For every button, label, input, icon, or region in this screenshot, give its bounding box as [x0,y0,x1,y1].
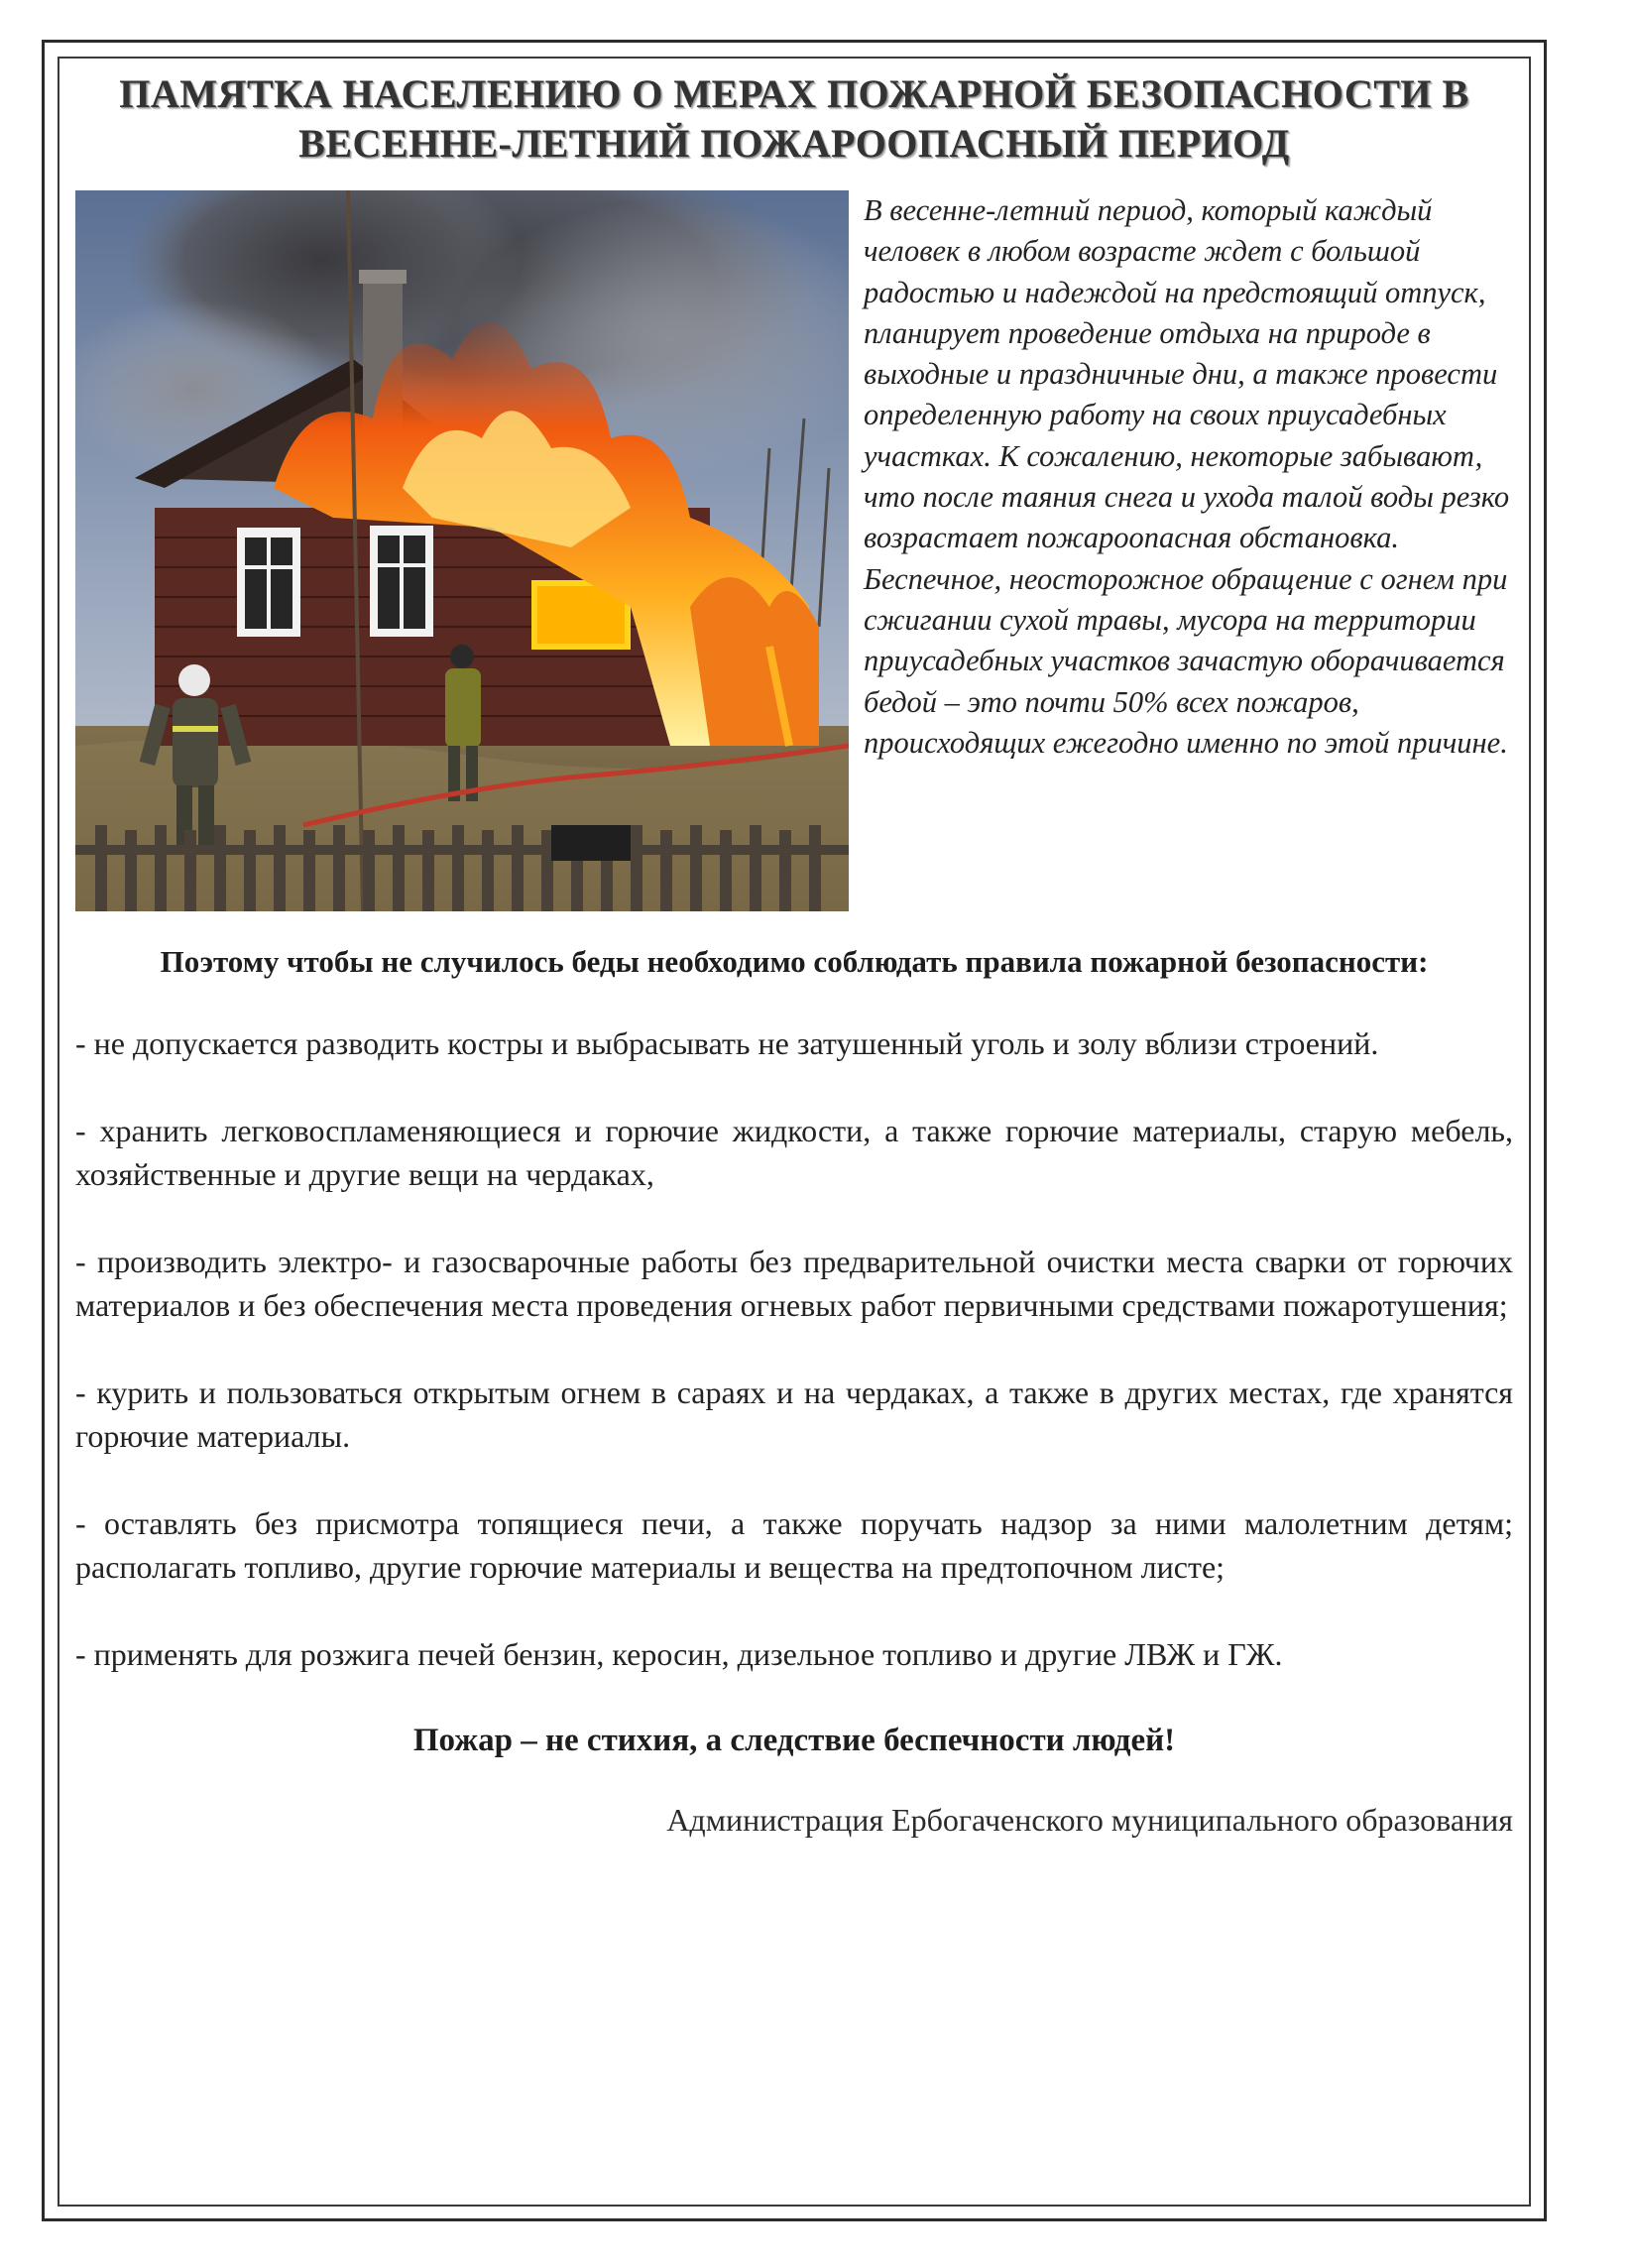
signature: Администрация Ербогаченского муниципального образования [666,1802,1513,1838]
rule-item: - хранить легковоспламеняющиеся и горючие жидкости, а также горючие материалы, старую мебель, хозяйственные и другие вещи на чердаках, [75,1112,1513,1192]
document-body [75,69,1513,1873]
rules-list [75,1021,1513,1676]
rule-item: - применять для розжига печей бензин, керосин, дизельное топливо и другие ЛВЖ и ГЖ. [75,1635,1283,1672]
rule-item: - не допускается разводить костры и выбрасывать не затушенный уголь и золу вблизи строений. [75,1025,1379,1061]
rule-item: - курить и пользоваться открытым огнем в сараях и на чердаках, а также в других местах, где хранятся горючие материалы. [75,1373,1513,1454]
document-title: ПАМЯТКА НАСЕЛЕНИЮ О МЕРАХ ПОЖАРНОЙ БЕЗОПАСНОСТИ В ВЕСЕННЕ-ЛЕТНИЙ ПОЖАРООПАСНЫЙ ПЕРИОД [119,71,1469,166]
closing-slogan: Пожар – не стихия, а следствие беспечности людей! [412,1723,1176,1758]
intro-section [75,190,1513,914]
burning-house-photo [75,190,849,911]
rule-item: - производить электро- и газосварочные работы без предварительной очистки места сварки от горючих материалов и без обеспечения места проведения огневых работ первичными средствами пожаротушения; [75,1243,1513,1323]
rule-item: - оставлять без присмотра топящиеся печи, а также поручать надзор за ними малолетним детям; располагать топливо, другие горючие материалы и вещества на предтопочном листе; [75,1504,1513,1585]
intro-paragraph: В весенне-летний период, который каждый человек в любом возрасте ждет с большой радостью и надеждой на предстоящий отпуск, планирует проведение отдыха на природе в выходные и праздничные дни, а также провести определенную работу на своих приусадебных участках. К сожалению, некоторые забывают, что после таяния снега и ухода талой воды резко возрастает пожароопасная обстановка. Беспечное, неосторожное обращение с огнем при сжигании сухой травы, мусора на территории приусадебных участков зачастую оборачивается бедой – это почти 50% всех пожаров, происходящих ежегодно именно по этой причине. [864,193,1510,760]
call-to-action: Поэтому чтобы не случилось беды необходимо соблюдать правила пожарной безопасности: [160,944,1429,979]
